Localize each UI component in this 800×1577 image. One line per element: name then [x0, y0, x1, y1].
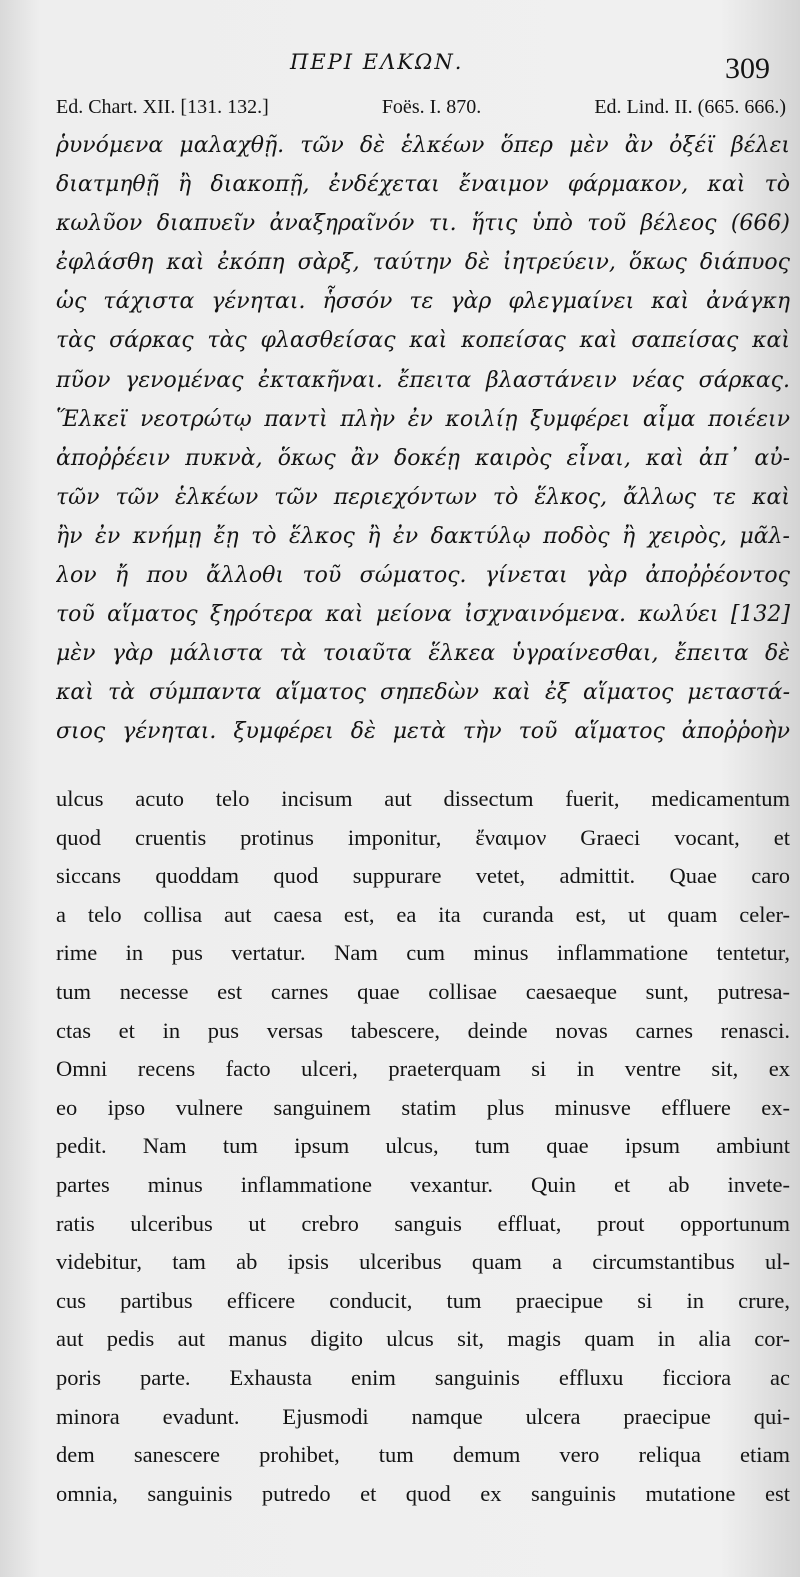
greek-line: ὡς τάχιστα γένηται. ἧσσόν τε γὰρ φλεγμαίνει καὶ ἀνάγκη [56, 289, 790, 315]
page-header [0, 50, 800, 90]
latin-line: dem sanescere prohibet, tum demum vero reliqua etiam [56, 1442, 790, 1468]
edition-linden: Ed. Lind. II. (665. 666.) [594, 96, 786, 118]
edition-chartier: Ed. Chart. XII. [131. 132.] [56, 96, 269, 118]
latin-text-block [56, 780, 790, 1513]
greek-line: καὶ τὰ σύμπαντα αἵματος σηπεδὼν καὶ ἐξ αἵματος μεταστά- [56, 680, 790, 706]
latin-line: cus partibus efficere conducit, tum praecipue si in crure, [56, 1287, 790, 1313]
edition-references [56, 96, 786, 119]
latin-line: omnia, sanguinis putredo et quod ex sanguinis mutatione est [56, 1480, 790, 1506]
latin-line: ratis ulceribus ut crebro sanguis effluat, prout opportunum [56, 1210, 790, 1236]
greek-line: τὰς σάρκας τὰς φλασθείσας καὶ κοπείσας καὶ σαπείσας καὶ [56, 328, 790, 354]
latin-line: minora evadunt. Ejusmodi namque ulcera praecipue qui- [56, 1403, 790, 1429]
edition-foes: Foës. I. 870. [381, 96, 482, 118]
latin-line: poris parte. Exhausta enim sanguinis effluxu ficciora ac [56, 1364, 790, 1390]
greek-line: ῥυνόμενα μαλαχθῇ. τῶν δὲ ἑλκέων ὅπερ μὲν ἂν ὀξέϊ βέλει [56, 133, 790, 158]
greek-line: σιος γένηται. ξυμφέρει δὲ μετὰ τὴν τοῦ αἵματος ἀποῤῥοὴν [56, 719, 790, 745]
latin-line: aut pedis aut manus digito ulcus sit, magis quam in alia cor- [56, 1326, 790, 1352]
greek-line: διατμηθῇ ἢ διακοπῇ, ἐνδέχεται ἔναιμον φάρμακον, καὶ τὸ [56, 172, 790, 198]
greek-text-block [56, 126, 790, 752]
greek-line: Ἕλκεϊ νεοτρώτῳ παντὶ πλὴν ἐν κοιλίῃ ξυμφέρει αἷμα ποιέειν [56, 406, 790, 432]
latin-line: a telo collisa aut caesa est, ea ita curanda est, ut quam celer- [56, 901, 790, 927]
latin-line: videbitur, tam ab ipsis ulceribus quam a circumstantibus ul- [56, 1249, 790, 1275]
latin-line: pedit. Nam tum ipsum ulcus, tum quae ipsum ambiunt [56, 1133, 790, 1159]
latin-line: eo ipso vulnere sanguinem statim plus minusve effluere ex- [56, 1094, 790, 1120]
greek-line: ἀποῤῥέειν πυκνὰ, ὅκως ἂν δοκέῃ καιρὸς εἶναι, καὶ ἀπ᾿ αὐ- [56, 445, 790, 471]
latin-line: quod cruentis protinus imponitur, ἔναιμον Graeci vocant, et [56, 824, 790, 850]
latin-line: Omni recens facto ulceri, praeterquam si in ventre sit, ex [56, 1056, 790, 1082]
latin-line: tum necesse est carnes quae collisae caesaeque sunt, putresa- [56, 978, 790, 1004]
greek-line: πῦον γενομένας ἐκτακῆναι. ἔπειτα βλαστάνειν νέας σάρκας. [56, 367, 790, 393]
running-title: ΠΕΡΙ ΕΛΚΩΝ. [290, 50, 464, 74]
greek-line: ἐφλάσθη καὶ ἐκόπη σὰρξ, ταύτην δὲ ἰητρεύειν, ὅκως διάπυος [56, 250, 790, 276]
latin-line: partes minus inflammatione vexantur. Quin et ab invete- [56, 1171, 790, 1197]
greek-line: τῶν τῶν ἑλκέων τῶν περιεχόντων τὸ ἕλκος, ἄλλως τε καὶ [56, 484, 790, 510]
greek-line: μὲν γὰρ μάλιστα τὰ τοιαῦτα ἕλκεα ὑγραίνεσθαι, ἔπειτα δὲ [56, 641, 790, 667]
page-number: 309 [725, 52, 770, 85]
latin-line: ulcus acuto telo incisum aut dissectum fuerit, medicamentum [56, 786, 790, 811]
greek-line: ἢν ἐν κνήμῃ ἔῃ τὸ ἕλκος ἢ ἐν δακτύλῳ ποδὸς ἢ χειρὸς, μᾶλ- [56, 523, 790, 549]
latin-line: rime in pus vertatur. Nam cum minus inflammatione tentetur, [56, 940, 790, 966]
latin-line: siccans quoddam quod suppurare vetet, admittit. Quae caro [56, 863, 790, 889]
greek-line: κωλῦον διαπυεῖν ἀναξηραῖνόν τι. ἥτις ὑπὸ τοῦ βέλεος (666) [56, 211, 790, 237]
latin-line: ctas et in pus versas tabescere, deinde novas carnes renasci. [56, 1017, 790, 1043]
greek-line: λον ἤ που ἄλλοθι τοῦ σώματος. γίνεται γὰρ ἀποῤῥέοντος [56, 563, 790, 589]
greek-line: τοῦ αἵματος ξηρότερα καὶ μείονα ἰσχναινόμενα. κωλύει [132] [56, 602, 790, 628]
